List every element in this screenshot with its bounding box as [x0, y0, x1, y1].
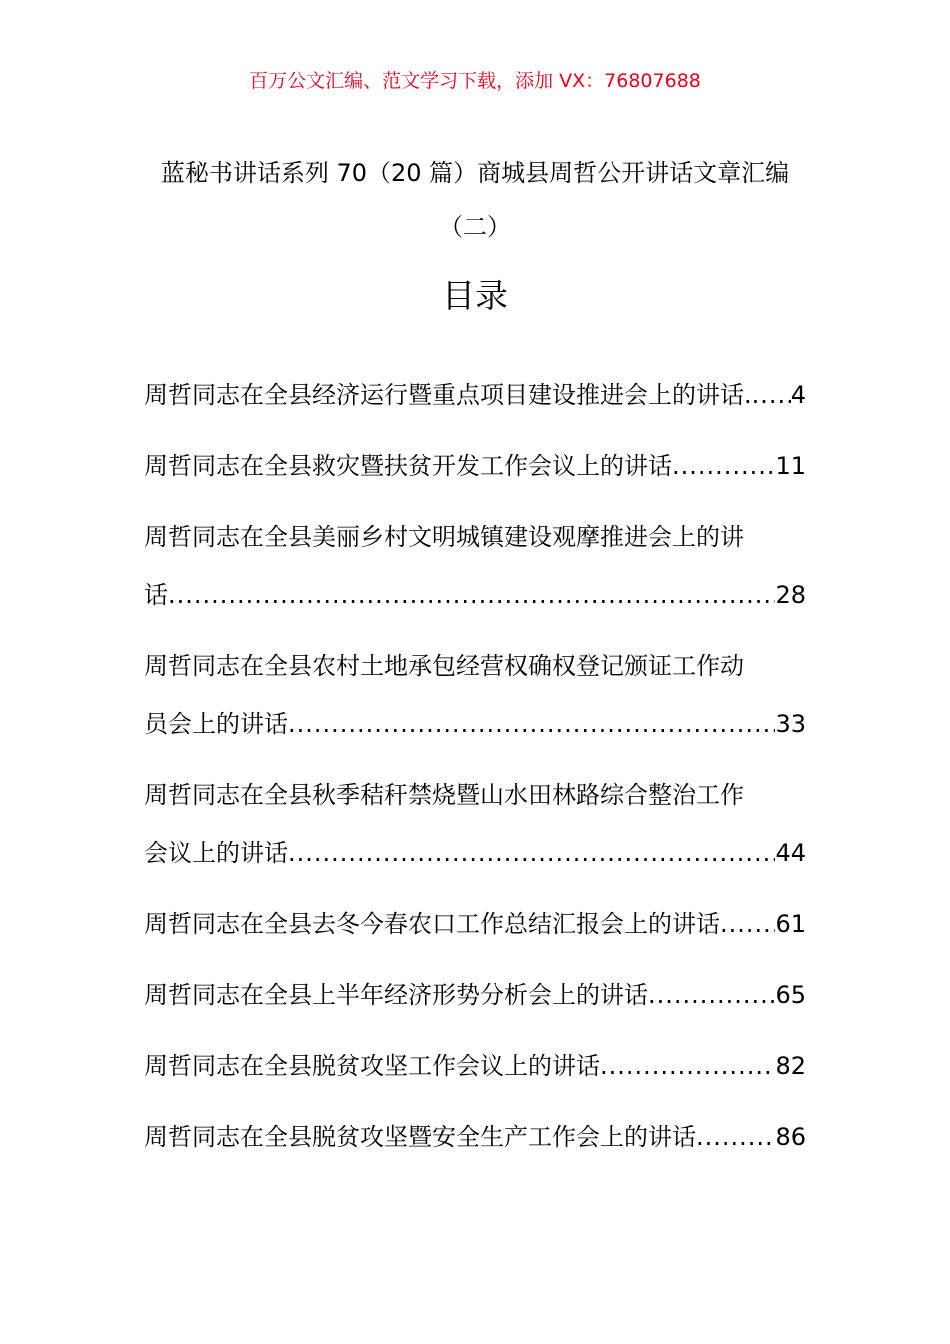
toc-leader-dots: [752, 366, 791, 424]
toc-entry-line: [144, 366, 806, 424]
toc-entry[interactable]: [144, 766, 806, 882]
toc-entry-line: [144, 1108, 806, 1166]
toc-entry-title: 周哲同志在全县救灾暨扶贫开发工作会议上的讲话: [144, 452, 672, 480]
toc-entry-title: 周哲同志在全县脱贫攻坚工作会议上的讲话: [144, 1052, 600, 1080]
toc-entry-line: [144, 824, 806, 882]
toc-entry-title: 周哲同志在全县秋季秸秆禁烧暨山水田林路综合整治工作: [144, 781, 744, 809]
toc-entry-line: [144, 637, 806, 695]
toc-entry-title: 周哲同志在全县去冬今春农口工作总结汇报会上的讲话: [144, 910, 720, 938]
toc-heading: 目录: [442, 276, 508, 315]
toc-entry[interactable]: [144, 1037, 806, 1095]
toc-entry-title: 员会上的讲话: [144, 710, 288, 738]
document-title-line-2: （二）: [439, 213, 511, 241]
toc-page-number: 82: [775, 1052, 806, 1080]
toc-leader-dots: [696, 1108, 775, 1166]
toc-page-number: 11: [775, 452, 806, 480]
toc-entry-title: 会议上的讲话: [144, 839, 288, 867]
toc-page-number: 44: [775, 839, 806, 867]
toc-entry-line: [144, 566, 806, 624]
toc-entry-title: 周哲同志在全县美丽乡村文明城镇建设观摩推进会上的讲: [144, 523, 744, 551]
toc-entry-line: [144, 437, 806, 495]
toc-entry[interactable]: [144, 508, 806, 624]
toc-entry-line: [144, 695, 806, 753]
toc-entry-line: [144, 766, 806, 824]
toc-leader-dots: [288, 695, 775, 753]
toc-page-number: 4: [790, 381, 806, 409]
toc-leader-dots: [720, 895, 775, 953]
toc-entry-line: [144, 895, 806, 953]
toc-entry-line: [144, 508, 806, 566]
toc-page-number: 61: [775, 910, 806, 938]
toc-page-number: 33: [775, 710, 806, 738]
document-title-line-1: 蓝秘书讲话系列 70（20 篇）商城县周哲公开讲话文章汇编: [160, 159, 790, 187]
toc-entry[interactable]: [144, 637, 806, 753]
toc-page-number: 86: [775, 1123, 806, 1151]
promo-banner: 百万公文汇编、范文学习下载，添加 VX：76807688: [249, 70, 701, 92]
toc-entry[interactable]: [144, 966, 806, 1024]
toc-page-number: 28: [775, 581, 806, 609]
toc-entry-title: 周哲同志在全县上半年经济形势分析会上的讲话: [144, 981, 648, 1009]
toc-entry-title: 周哲同志在全县脱贫攻坚暨安全生产工作会上的讲话: [144, 1123, 696, 1151]
toc-page-number: 65: [775, 981, 806, 1009]
toc-entry-line: [144, 1037, 806, 1095]
toc-leader-dots: [288, 824, 775, 882]
toc-entry-title: 话: [144, 581, 168, 609]
toc-entry[interactable]: [144, 895, 806, 953]
toc-leader-dots: [600, 1037, 775, 1095]
toc-entry-title: 周哲同志在全县农村土地承包经营权确权登记颁证工作动: [144, 652, 744, 680]
table-of-contents: [144, 366, 806, 1179]
toc-entry[interactable]: [144, 1108, 806, 1166]
toc-entry-line: [144, 966, 806, 1024]
toc-leader-dots: [672, 437, 775, 495]
toc-entry[interactable]: [144, 437, 806, 495]
toc-leader-dots: [168, 566, 775, 624]
toc-entry[interactable]: [144, 366, 806, 424]
toc-entry-title: 周哲同志在全县经济运行暨重点项目建设推进会上的讲话.: [144, 381, 752, 409]
document-title: [120, 146, 830, 254]
toc-leader-dots: [648, 966, 775, 1024]
